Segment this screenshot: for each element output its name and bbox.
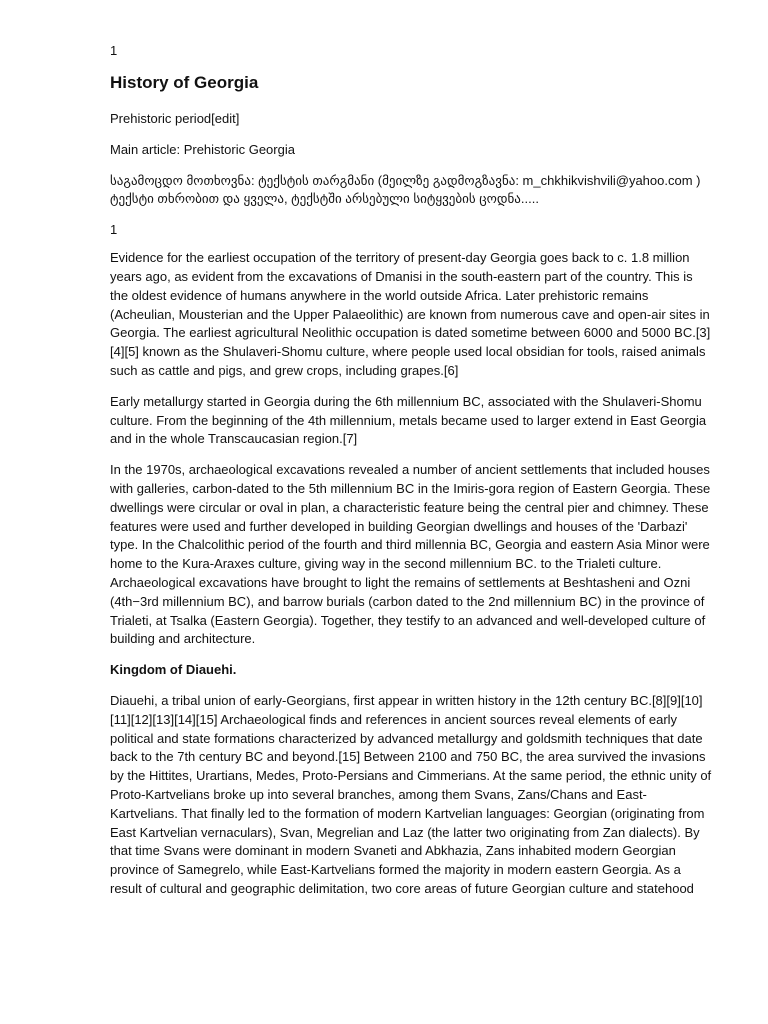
- main-article-line: Main article: Prehistoric Georgia: [110, 141, 295, 157]
- paragraph-diauehi: Diauehi, a tribal union of early-Georgians, first appear in written history in the 12th century BC.[8][9][10][11][12][13][14][15] Archaeological finds and references in ancient sources reveal elements of early political and state formations characterized by advanced metallurgy and goldsmith techniques that date back to the 7th century BC and beyond.[15] Between 2100 and 750 BC, the area survived the invasions by the Hittites, Urartians, Medes, Proto-Persians and Cimmerians. At the same period, the ethnic unity of Proto-Kartvelians broke up into several branches, among them Svans, Zans/Chans and East-Kartvelians. That finally led to the formation of modern Kartvelian languages: Georgian (originating from East Kartvelian vernaculars), Svan, Megrelian and Laz (the latter two originating from Zan dialects). By that time Svans were dominant in modern Svaneti and Abkhazia, Zans inhabited modern Georgian province of Samegrelo, while East-Kartvelians formed the majority in modern eastern Georgia. As a result of cultural and geographic delimitation, two core areas of future Georgian culture and statehood: [110, 692, 712, 896]
- section-heading: Prehistoric period[edit]: [110, 111, 240, 126]
- paragraph-early-metallurgy: Early metallurgy started in Georgia during the 6th millennium BC, associated with the Shulaveri-Shomu culture. From the beginning of the 4th millennium, metals became used to larger extend in East Georgia and in the whole Transcaucasian region.[7]: [110, 393, 707, 447]
- paragraph-archaeological-excavations: In the 1970s, archaeological excavations revealed a number of ancient settlements that included houses with galleries, carbon-dated to the 5th millennium BC in the Imiris-gora region of Eastern Georgia. These dwellings were circular or oval in plan, a characteristic feature being the central pier and chimney. These features were used and further developed in building Georgian dwellings and houses of the 'Darbazi' type. In the Chalcolithic period of the fourth and third millennia BC, Georgia and eastern Asia Minor were home to the Kura-Araxes culture, giving way in the second millennium BC. to the Trialeti culture. Archaeological excavations have brought to light the remains of settlements at Beshtasheni and Ozni (4th−3rd millennium BC), and barrow burials (carbon dated to the 2nd millennium BC) in the province of Trialeti, at Tsalka (Eastern Georgia). Together, they testify to an advanced and well-developed culture of building and architecture.: [110, 462, 711, 647]
- document-title: History of Georgia: [110, 73, 259, 92]
- kingdom-heading: Kingdom of Diauehi.: [110, 662, 237, 678]
- page-number-top: 1: [110, 43, 118, 58]
- page-number-inline: 1: [110, 222, 118, 238]
- paragraph-prehistoric-evidence: Evidence for the earliest occupation of the territory of present-day Georgia goes back to c. 1.8 million years ago, as evident from the excavations of Dmanisi in the south-eastern part of the country. This is the oldest evidence of humans anywhere in the world outside Africa. Later prehistoric remains (Acheulian, Mousterian and the Upper Palaeolithic) are known from numerous cave and open-air sites in Georgia. The earliest agricultural Neolithic occupation is dated sometime between 6000 and 5000 BC.[3][4][5] known as the Shulaveri-Shomu culture, where people used local obsidian for tools, raised animals such as cattle and pigs, and grew crops, including grapes.[6]: [110, 250, 711, 378]
- georgian-note: საგამოცდო მოთხოვნა: ტექსტის თარგმანი (მეილზე გადმოგზავნა: m_chkhikvishvili@yahoo.com ) ტექსტი თხრობით და ყველა, ტექსტში არსებული სიტყვების ცოდნა.....: [110, 172, 701, 207]
